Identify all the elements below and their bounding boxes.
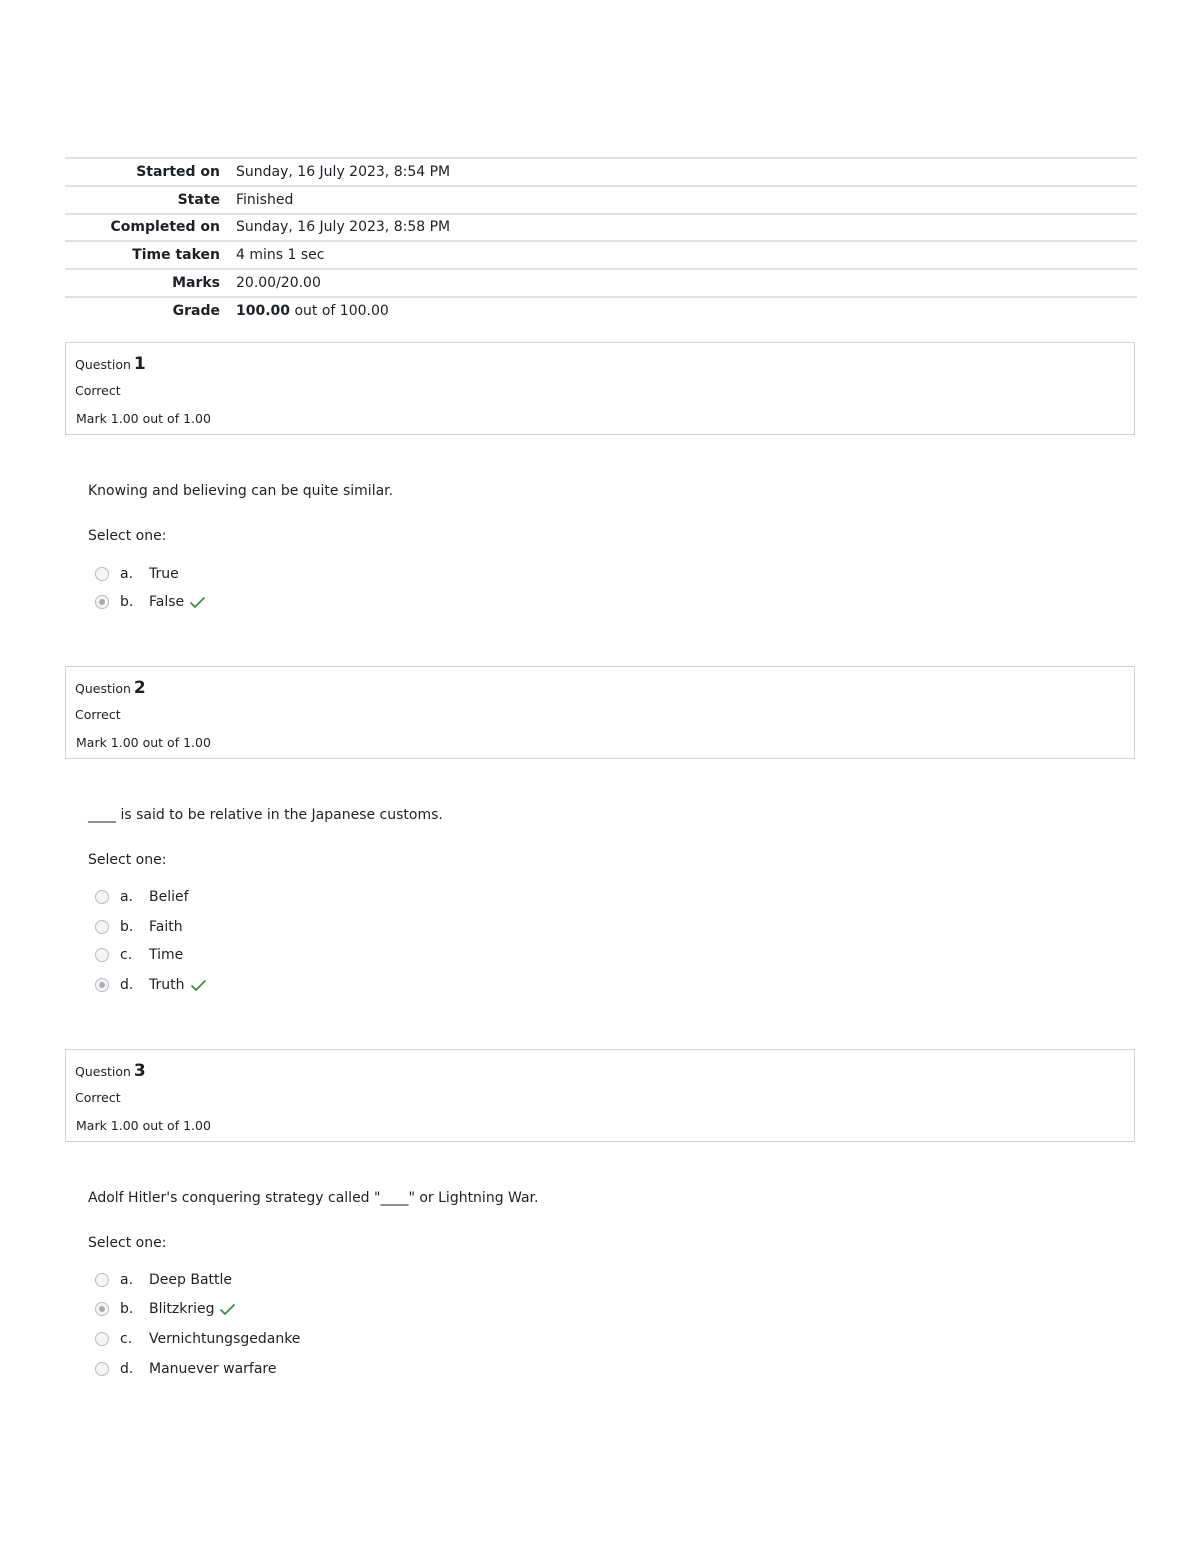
- question-number: [75, 678, 146, 698]
- select-prompt: Select one:: [88, 1235, 167, 1251]
- radio-icon[interactable]: [95, 1332, 109, 1346]
- option-label: Truth: [149, 977, 185, 993]
- summary-row-completed: [65, 214, 1137, 242]
- check-icon: [190, 979, 207, 992]
- option-letter: c.: [120, 1331, 133, 1347]
- question-info-2: [65, 666, 1135, 759]
- question-label: Question: [75, 681, 131, 696]
- check-icon: [189, 596, 206, 609]
- check-icon: [219, 1303, 236, 1316]
- summary-label: State: [177, 191, 220, 208]
- summary-row-grade: [65, 297, 1137, 325]
- summary-value: [236, 297, 1137, 325]
- answer-option[interactable]: [95, 886, 189, 908]
- answer-option[interactable]: [95, 1328, 300, 1350]
- option-label: Time: [149, 947, 184, 963]
- answer-option[interactable]: [95, 1358, 276, 1380]
- option-label: Blitzkrieg: [149, 1301, 215, 1317]
- summary-value: 20.00/20.00: [236, 275, 321, 292]
- radio-icon[interactable]: [95, 1302, 109, 1316]
- summary-row-state: [65, 186, 1137, 214]
- question-text: Adolf Hitler's conquering strategy called "____" or Lightning War.: [88, 1190, 539, 1206]
- summary-value: Sunday, 16 July 2023, 8:54 PM: [236, 163, 451, 180]
- summary-label: Completed on: [110, 219, 220, 236]
- summary-value: Sunday, 16 July 2023, 8:58 PM: [236, 219, 451, 236]
- summary-value: 4 mins 1 sec: [236, 247, 325, 264]
- option-letter: a.: [120, 889, 134, 905]
- summary-label: Marks: [172, 275, 220, 292]
- option-letter: c.: [120, 947, 133, 963]
- grade-score: 100.00: [236, 303, 291, 320]
- question-info-1: [65, 342, 1135, 435]
- answer-option[interactable]: [95, 563, 179, 585]
- option-letter: b.: [120, 919, 134, 935]
- option-letter: b.: [120, 594, 134, 610]
- question-number: [75, 1061, 146, 1081]
- question-grade: Mark 1.00 out of 1.00: [76, 735, 211, 750]
- summary-label: Started on: [136, 163, 220, 180]
- radio-icon[interactable]: [95, 1362, 109, 1376]
- question-num: 3: [133, 1061, 146, 1081]
- question-text: Knowing and believing can be quite similar.: [88, 483, 394, 499]
- summary-label: Grade: [172, 303, 220, 320]
- question-state: Correct: [75, 1090, 121, 1105]
- radio-icon[interactable]: [95, 948, 109, 962]
- option-letter: d.: [120, 1361, 134, 1377]
- question-text: ____ is said to be relative in the Japanese customs.: [88, 807, 443, 823]
- question-state: Correct: [75, 383, 121, 398]
- option-label: Manuever warfare: [149, 1361, 277, 1377]
- question-grade: Mark 1.00 out of 1.00: [76, 1118, 211, 1133]
- radio-icon[interactable]: [95, 567, 109, 581]
- question-label: Question: [75, 357, 131, 372]
- answer-option[interactable]: [95, 591, 206, 613]
- summary-label: Time taken: [132, 247, 220, 264]
- answer-option[interactable]: [95, 974, 207, 996]
- option-label: True: [149, 566, 179, 582]
- question-grade: Mark 1.00 out of 1.00: [76, 411, 211, 426]
- option-label: Vernichtungsgedanke: [149, 1331, 301, 1347]
- option-letter: d.: [120, 977, 134, 993]
- answer-option[interactable]: [95, 916, 183, 938]
- question-state: Correct: [75, 707, 121, 722]
- option-letter: a.: [120, 1272, 134, 1288]
- summary-row-started: [65, 158, 1137, 186]
- select-prompt: Select one:: [88, 528, 167, 544]
- radio-icon[interactable]: [95, 920, 109, 934]
- summary-row-time-taken: [65, 241, 1137, 269]
- option-label: Deep Battle: [149, 1272, 233, 1288]
- question-num: 1: [133, 354, 146, 374]
- select-prompt: Select one:: [88, 852, 167, 868]
- question-info-3: [65, 1049, 1135, 1142]
- option-label: False: [149, 594, 185, 610]
- question-number: [75, 354, 146, 374]
- summary-row-marks: [65, 269, 1137, 297]
- radio-icon[interactable]: [95, 1273, 109, 1287]
- quiz-summary-table: [65, 157, 1137, 325]
- option-label: Belief: [149, 889, 189, 905]
- answer-option[interactable]: [95, 1298, 236, 1320]
- answer-option[interactable]: [95, 1269, 232, 1291]
- question-num: 2: [133, 678, 146, 698]
- option-label: Faith: [149, 919, 183, 935]
- radio-icon[interactable]: [95, 890, 109, 904]
- answer-option[interactable]: [95, 944, 183, 966]
- grade-out-of: out of 100.00: [294, 303, 389, 320]
- radio-icon[interactable]: [95, 978, 109, 992]
- option-letter: b.: [120, 1301, 134, 1317]
- radio-icon[interactable]: [95, 595, 109, 609]
- summary-value: Finished: [236, 191, 294, 208]
- option-letter: a.: [120, 566, 134, 582]
- question-label: Question: [75, 1064, 131, 1079]
